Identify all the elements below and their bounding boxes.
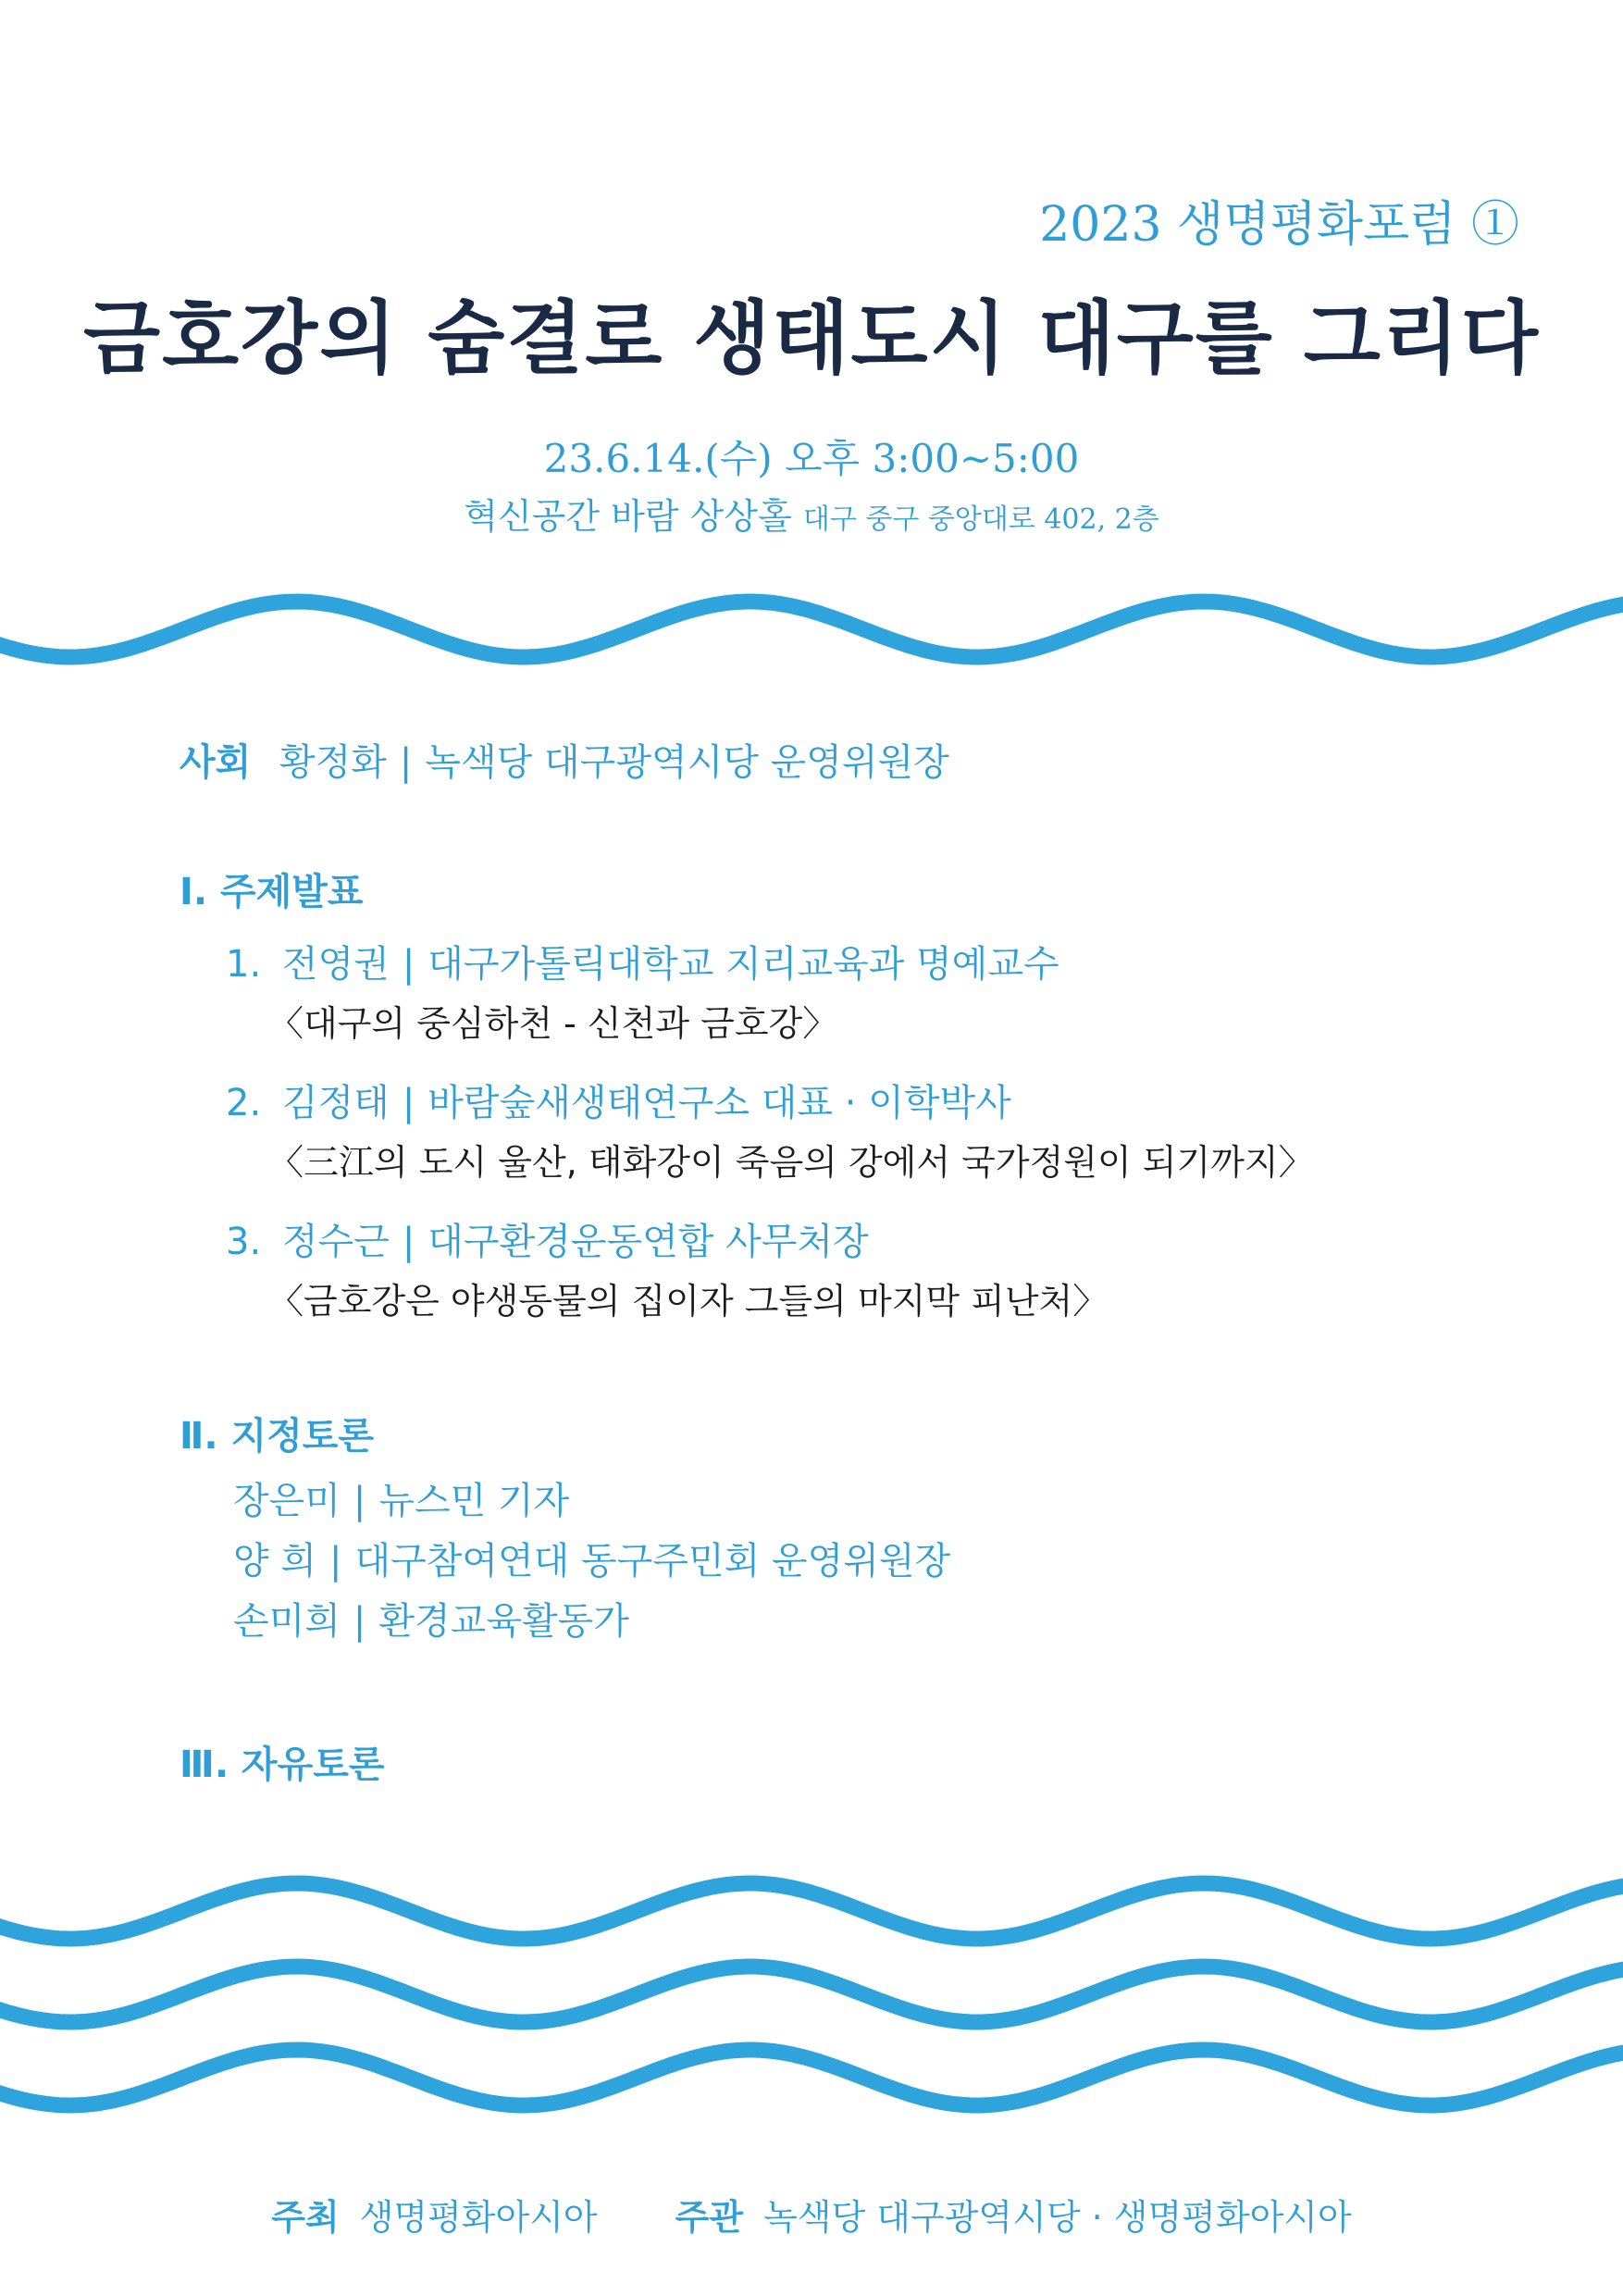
- section-heading-panel: Ⅱ. 지정토론: [180, 1415, 375, 1458]
- event-venue: [0, 488, 1623, 539]
- poster-title: 금호강의 숨결로 생태도시 대구를 그리다: [82, 292, 1541, 385]
- presentation-topic: 〈금호강은 야생동물의 집이자 그들의 마지막 피난처〉: [268, 1281, 1109, 1322]
- separator: |: [353, 1600, 366, 1643]
- presentation-topic: 〈三江의 도시 울산, 태화강이 죽음의 강에서 국가정원이 되기까지〉: [268, 1142, 1314, 1183]
- presentation-item: [226, 1212, 869, 1265]
- moderator-name: 황정화: [279, 741, 387, 784]
- top-wave-decoration: [0, 574, 1623, 685]
- panelist-affiliation: 뉴스민 기자: [378, 1480, 570, 1522]
- host-label: 주최: [271, 2197, 340, 2238]
- presenter-affiliation: 바람숲새생태연구소 대표 · 이학박사: [427, 1082, 1011, 1124]
- organizer-name: 녹색당 대구광역시당 · 생명평화아시아: [763, 2197, 1352, 2238]
- wave-line: [0, 602, 1623, 657]
- panelist-affiliation: 대구참여연대 동구주민회 운영위원장: [354, 1540, 951, 1582]
- item-number: 3.: [226, 1221, 262, 1263]
- panelist-name: 손미희: [233, 1600, 341, 1643]
- series-label: 2023 생명평화포럼 ①: [1039, 197, 1519, 253]
- organizer-label: 주관: [675, 2197, 744, 2238]
- presenter-affiliation: 대구환경운동연합 사무처장: [427, 1221, 869, 1263]
- item-number: 1.: [226, 943, 262, 986]
- separator: |: [353, 1480, 366, 1522]
- separator: |: [402, 1221, 415, 1263]
- host-name: 생명평화아시아: [359, 2197, 598, 2238]
- venue-address: 대구 중구 중앙대로 402, 2층: [802, 503, 1159, 536]
- wave-line: [0, 2050, 1623, 2105]
- panelist-item: [233, 1592, 629, 1644]
- presentation-topic: 〈대구의 중심하천 - 신천과 금호강〉: [268, 1003, 838, 1044]
- presentation-item: [226, 1074, 1011, 1126]
- moderator-affiliation: 녹색당 대구광역시당 운영위원장: [425, 741, 949, 784]
- separator: |: [402, 1082, 415, 1124]
- presenter-name: 정수근: [281, 1221, 390, 1263]
- panelist-name: 양 희: [233, 1540, 316, 1582]
- section-heading-open-discussion: Ⅲ. 자유토론: [180, 1744, 385, 1786]
- presenter-affiliation: 대구가톨릭대학교 지리교육과 명예교수: [427, 943, 1059, 986]
- presenter-name: 전영권: [281, 943, 390, 986]
- event-datetime: 23.6.14.(수) 오후 3:00~5:00: [543, 436, 1080, 481]
- panelist-name: 장은미: [233, 1480, 341, 1522]
- venue-name: 혁신공간 바람 상상홀: [464, 496, 792, 537]
- presentation-item: [226, 935, 1059, 987]
- panelist-item: [233, 1471, 569, 1524]
- footer-credits: [0, 2189, 1623, 2240]
- separator: |: [399, 741, 413, 784]
- presenter-name: 김정태: [281, 1082, 390, 1124]
- wave-line: [0, 1883, 1623, 1939]
- bottom-wave-decoration: [0, 1837, 1623, 2142]
- panelist-item: [233, 1532, 950, 1584]
- separator: |: [329, 1540, 342, 1582]
- separator: |: [402, 943, 415, 986]
- panelist-affiliation: 환경교육활동가: [378, 1600, 629, 1643]
- moderator-line: [180, 733, 949, 786]
- section-heading-presentation: Ⅰ. 주제발표: [180, 871, 364, 913]
- wave-line: [0, 1967, 1623, 2022]
- moderator-label: 사회: [180, 741, 252, 784]
- item-number: 2.: [226, 1082, 262, 1124]
